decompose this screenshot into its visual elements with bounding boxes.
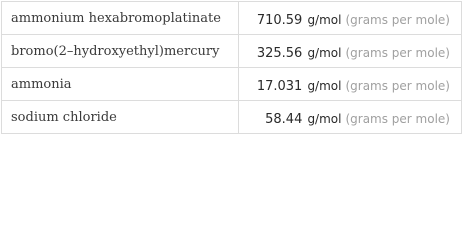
unit-description: (grams per mole) [345, 78, 450, 93]
molar-mass-cell [239, 2, 462, 35]
molar-mass-cell [239, 101, 462, 134]
table-row [2, 35, 462, 68]
compound-name: ammonia [2, 68, 239, 101]
molar-mass-value: 325.56 [256, 45, 303, 61]
molar-mass-table [1, 1, 462, 134]
molar-mass-unit: g/mol [307, 12, 342, 27]
molar-mass-value: 710.59 [256, 12, 303, 28]
molar-mass-value: 17.031 [256, 78, 303, 94]
table-row [2, 2, 462, 35]
unit-description: (grams per mole) [345, 12, 450, 27]
molar-mass-value: 58.44 [265, 111, 303, 127]
compound-name: bromo(2–hydroxyethyl)mercury [2, 35, 239, 68]
molar-mass-cell [239, 68, 462, 101]
unit-description: (grams per mole) [345, 111, 450, 126]
molar-mass-unit: g/mol [307, 78, 342, 93]
table-row [2, 68, 462, 101]
compound-name: ammonium hexabromoplatinate [2, 2, 239, 35]
table-row [2, 101, 462, 134]
unit-description: (grams per mole) [345, 45, 450, 60]
compound-name: sodium chloride [2, 101, 239, 134]
molar-mass-unit: g/mol [307, 45, 342, 60]
molar-mass-cell [239, 35, 462, 68]
molar-mass-unit: g/mol [307, 111, 342, 126]
